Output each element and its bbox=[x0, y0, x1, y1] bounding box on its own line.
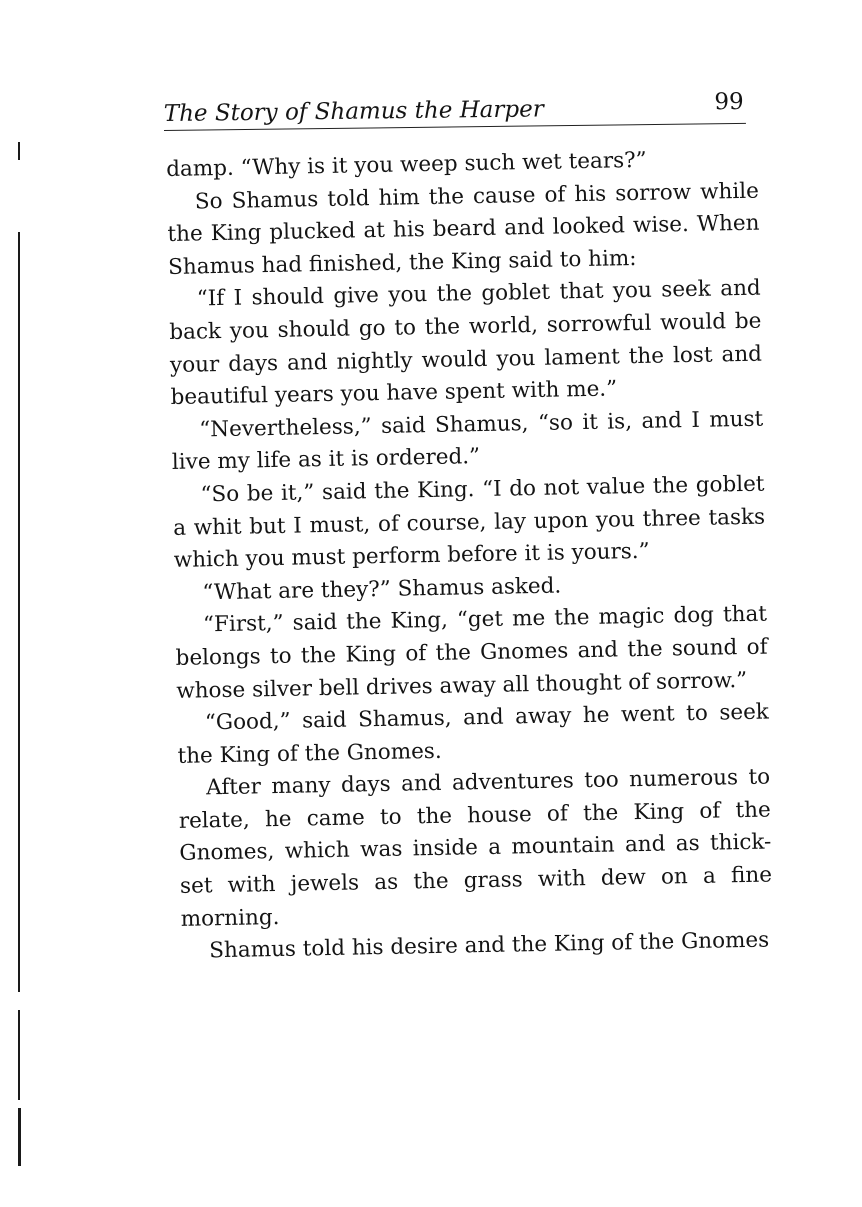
paragraph: After many days and adventures too numerous to relate, he came to the house of the King of the Gnomes, which was inside a mountain and as thick-set with jewels as the grass with dew on a fine morning. bbox=[178, 764, 773, 932]
binding-edge-mark bbox=[18, 232, 20, 992]
paragraph: “So be it,” said the King. “I do not value the goblet a whit but I must, of course, lay upon you three tasks which you must perform before it is yours.” bbox=[172, 471, 766, 574]
page-number: 99 bbox=[714, 88, 744, 116]
page-header bbox=[164, 85, 746, 131]
binding-edge-mark bbox=[18, 1010, 20, 1100]
binding-edge-mark bbox=[18, 142, 20, 160]
paragraph: “Nevertheless,” said Shamus, “so it is, and I must live my life as it is ordered.” bbox=[171, 406, 764, 476]
body-text bbox=[166, 143, 774, 969]
paragraph: “First,” said the King, “get me the magic dog that belongs to the King of the Gnomes and the sound of whose silver bell drives away all thought of sorrow.” bbox=[175, 601, 768, 704]
paragraph: So Shamus told him the cause of his sorrow while the King plucked at his beard and looked wise. When Shamus had finished, the King said to him: bbox=[167, 178, 760, 280]
paragraph: damp. “Why is it you weep such wet tears?” bbox=[166, 147, 647, 182]
binding-edge-mark bbox=[18, 1108, 21, 1166]
paragraph: “What are they?” Shamus asked. bbox=[202, 573, 562, 606]
paragraph: “Good,” said Shamus, and away he went to seek the King of the Gnomes. bbox=[177, 699, 770, 769]
running-title: The Story of Shamus the Harper bbox=[163, 96, 544, 128]
paragraph: “If I should give you the goblet that you seek and back you should go to the world, sorrowful would be your days and nightly would you lament the lost and beautiful years you have spent with me.” bbox=[169, 275, 763, 411]
paragraph: Shamus told his desire and the King of the Gnomes bbox=[209, 927, 770, 964]
